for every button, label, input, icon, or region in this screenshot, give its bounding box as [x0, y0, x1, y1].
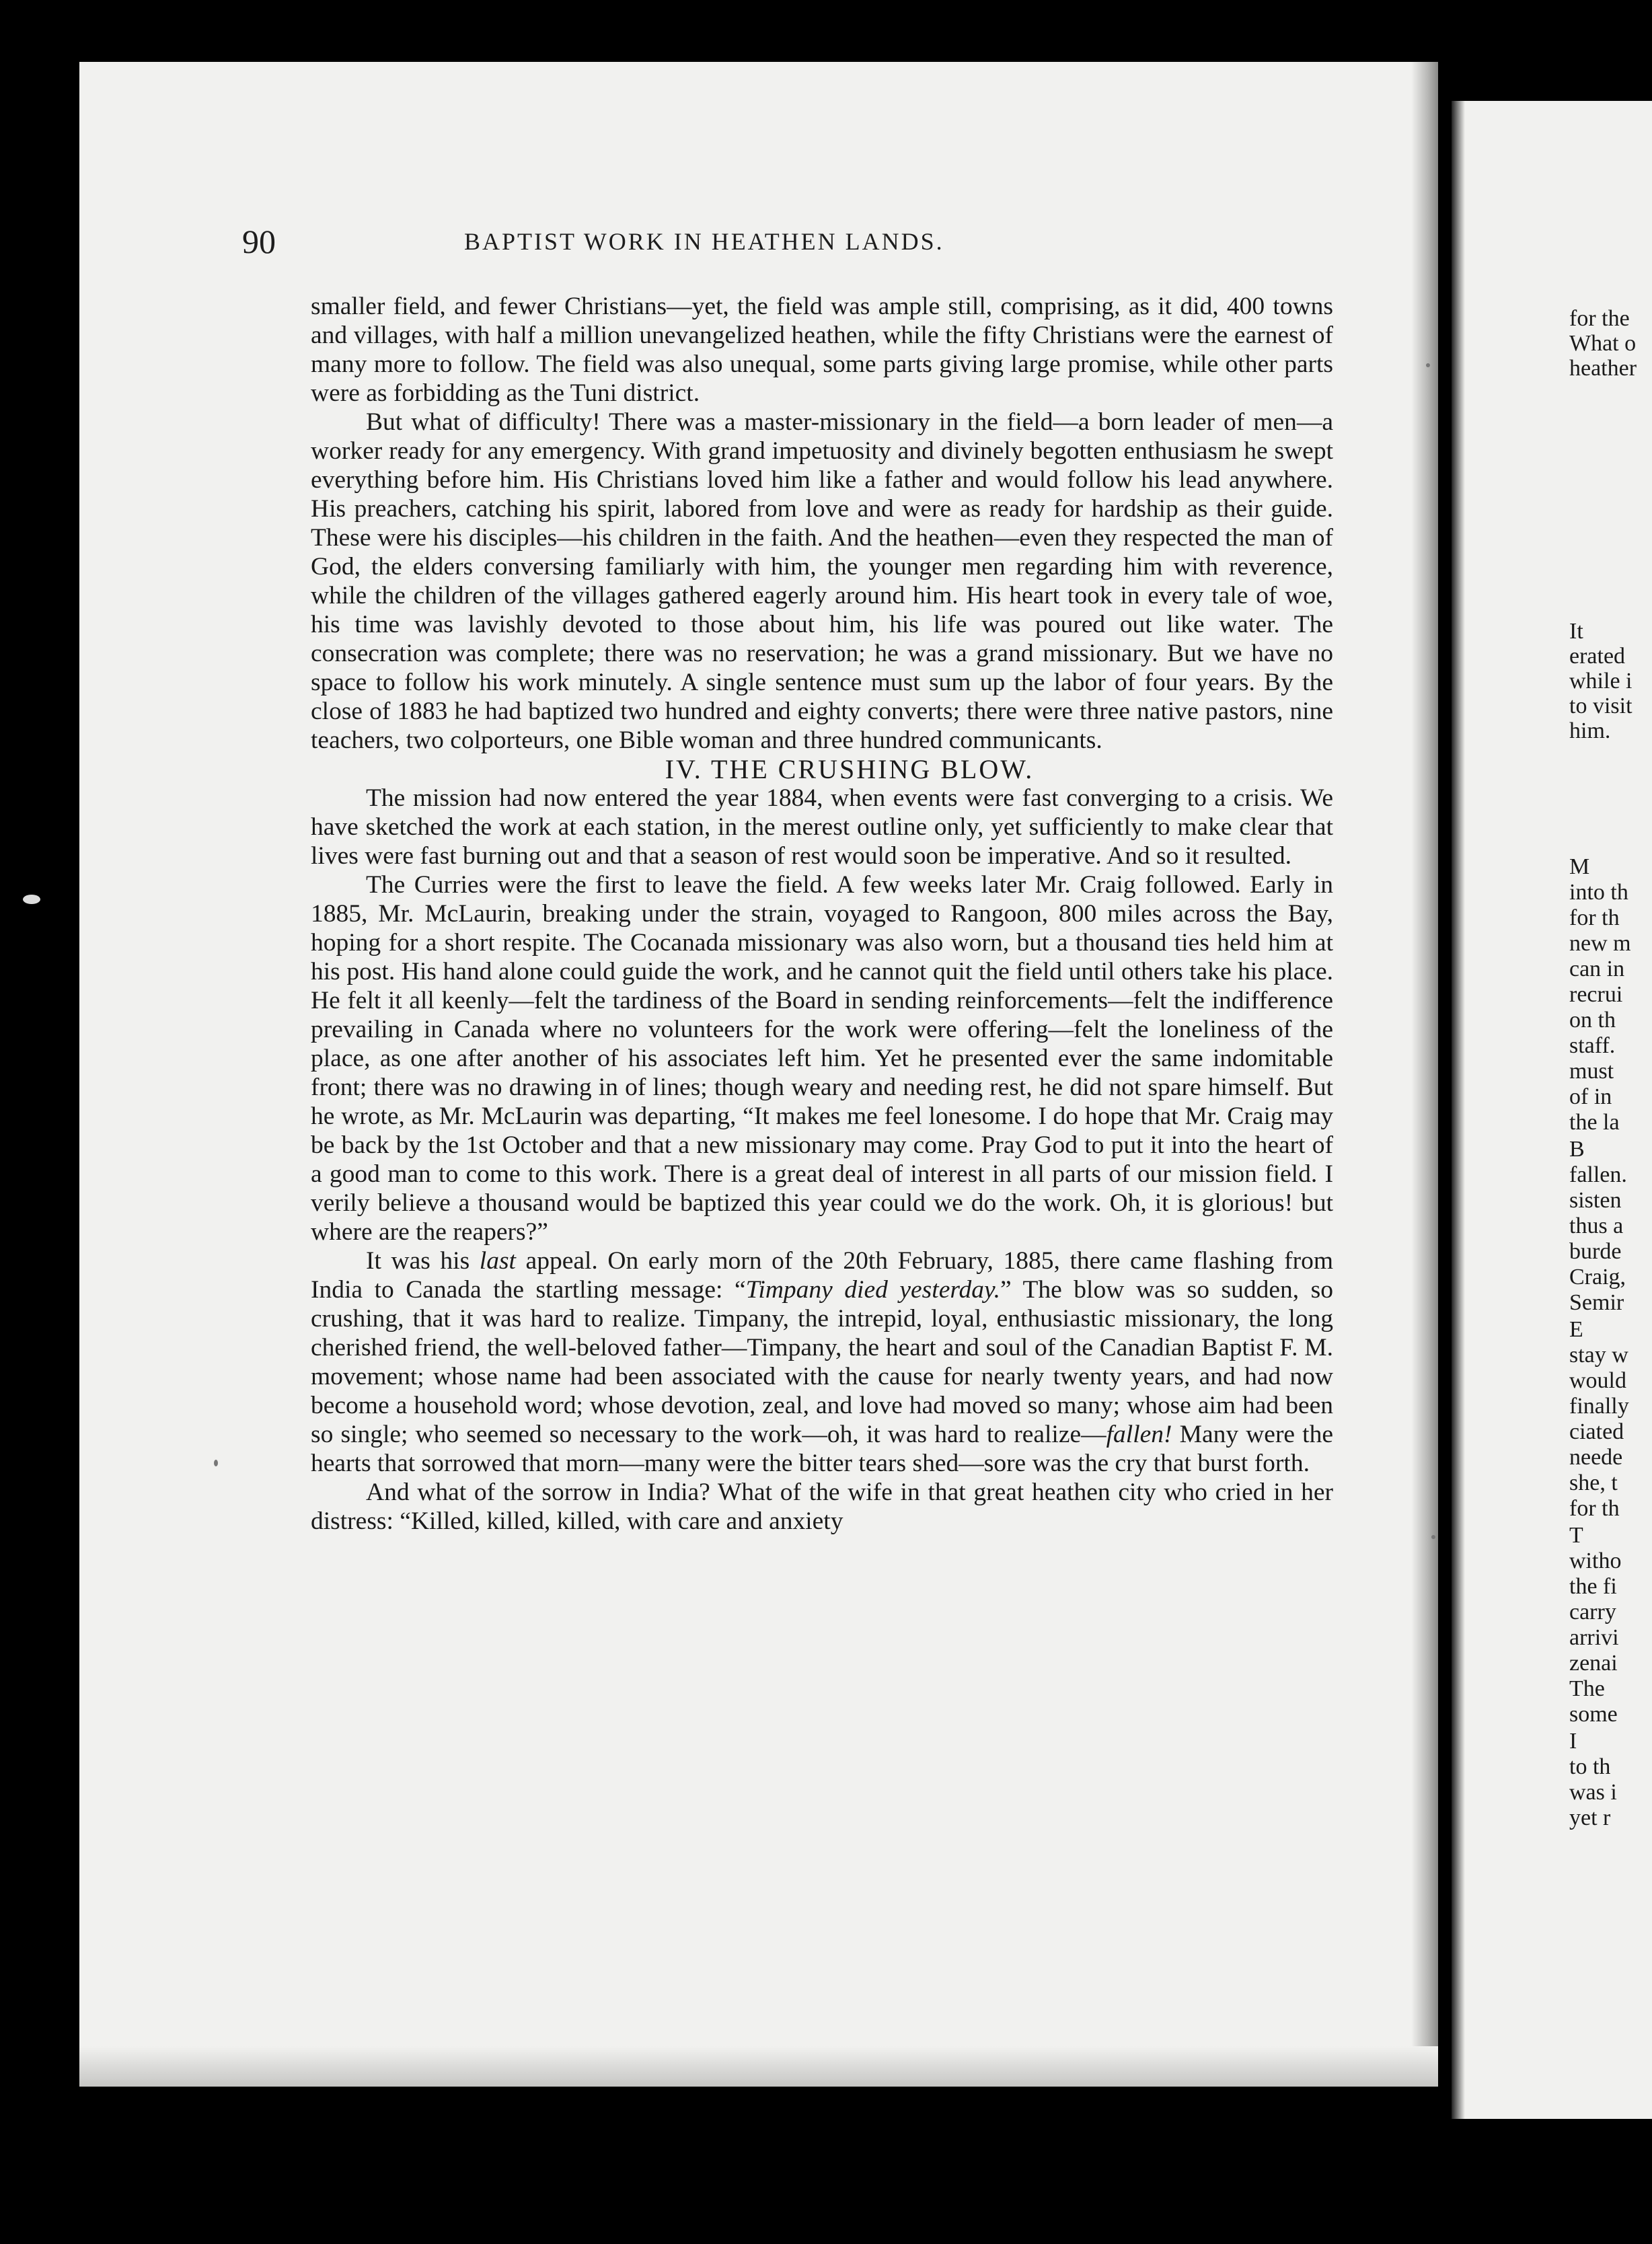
paragraph-3: The mission had now entered the year 1884, when events were fast converging to a crisis. We have sketched the work at each station, in the merest outline only, yet sufficiently to make clear that lives were fast burning out and that a season of rest would soon be imperative. And so it resulted.: [311, 784, 1333, 870]
right-page-line: him.: [1569, 718, 1611, 743]
right-page-line: of in: [1569, 1084, 1612, 1109]
right-page-line: B: [1569, 1137, 1585, 1162]
right-page-line: heather: [1569, 356, 1637, 381]
right-page-line: the fi: [1569, 1574, 1617, 1599]
right-page-line: ciated: [1569, 1419, 1624, 1444]
paragraph-6: And what of the sorrow in India? What of the wife in that great heathen city who cried in her distress: “Killed, killed, killed, with care and anxiety: [311, 1479, 1333, 1535]
paragraph-5-text-d: Many were the hearts that sorrowed that morn—many were the bitter tears shed—sore was the cry that burst forth.: [311, 1421, 1333, 1477]
right-page-line: some: [1569, 1702, 1618, 1727]
paragraph-5-text-b: appeal. On early morn of the 20th February, 1885, there came flashing from India to Canada the startling message: “: [311, 1247, 1333, 1304]
right-page-line: Semir: [1569, 1290, 1624, 1315]
emphasis-last: last: [479, 1247, 516, 1275]
paragraph-4: The Curries were the first to leave the field. A few weeks later Mr. Craig followed. Early in 1885, Mr. McLaurin, breaking under the strain, voyaged to Rangoon, 800 miles across the Bay, hoping for a short respite. The Cocanada missionary was also worn, but a thousand ties held him at his post. His hand alone could guide the work, and he cannot quit the field until others take his place. He felt it all keenly—felt the tardiness of the Board in sending reinforcements—felt the indifference prevailing in Canada where no volunteers for the work were offering—felt the loneliness of the place, as one after another of his associates left him. Yet he presented ever the same indomitable front; there was no drawing in of lines; though weary and needing rest, he did not spare himself. But he wrote, as Mr. McLaurin was departing, “It makes me feel lonesome. I do hope that Mr. Craig may be back by the 1st October and that a new missionary may come. Pray God to put it into the heart of a good man to come to this work. There is a great deal of interest in all parts of our mission field. I verily believe a thousand would be baptized this year could we do the work. Oh, it is glorious! but where are the reapers?”: [311, 871, 1333, 1246]
right-page-line: for the: [1569, 306, 1630, 331]
right-page-line: staff.: [1569, 1033, 1616, 1058]
right-page-line: new m: [1569, 931, 1631, 956]
page-bottom-edge: [79, 2046, 1438, 2087]
right-page-line: into th: [1569, 880, 1628, 905]
right-page-line: she, t: [1569, 1470, 1618, 1495]
paragraph-5-text-a: It was his: [366, 1247, 480, 1275]
right-page-line: erated: [1569, 644, 1626, 669]
right-page-line: yet r: [1569, 1805, 1611, 1830]
right-page-line: T: [1569, 1523, 1583, 1548]
right-page-line: zenai: [1569, 1651, 1618, 1676]
right-page-line: for th: [1569, 1496, 1620, 1521]
right-page-line: fallen.: [1569, 1162, 1627, 1187]
paragraph-2: But what of difficulty! There was a master-missionary in the field—a born leader of men—a worker ready for any emergency. With grand impetuosity and divinely begotten enthusiasm he swept everything before him. His Christians loved him like a father and would follow his lead anywhere. His preachers, catching his spirit, labored from love and were as ready for hardship as their guide. These were his disciples—his children in the faith. And the heathen—even they respected the man of God, the elders conversing familiarly with him, the younger men regarding him with reverence, while the children of the villages gathered eagerly around him. His heart took in every tale of woe, his time was lavishly devoted to those about him, his life was poured out like water. The consecration was complete; there was no reservation; he was a grand missionary. But we have no space to follow his work minutely. A single sentence must sum up the labor of four years. By the close of 1883 he had baptized two hundred and eighty converts; there were three native pastors, nine teachers, two colporteurs, one Bible woman and three hundred communicants.: [311, 408, 1333, 754]
right-page-line: witho: [1569, 1548, 1622, 1573]
scan-speck: [1426, 363, 1430, 367]
scan-speck: [23, 895, 40, 904]
emphasis-message: Timpany died yesterday.: [745, 1276, 1000, 1304]
right-page-line: I: [1569, 1729, 1577, 1754]
paragraph-1: smaller field, and fewer Christians—yet, the field was ample still, comprising, as it did, 400 towns and villages, with half a million unevangelized heathen, while the fifty Christians were the earnest of many more to follow. The field was also unequal, some parts giving large promise, while other parts were as forbidding as the Tuni district.: [311, 293, 1333, 407]
right-page-line: thus a: [1569, 1213, 1624, 1238]
right-page-line: stay w: [1569, 1343, 1628, 1368]
page-body: [311, 292, 1333, 1536]
page-gutter: [1411, 62, 1438, 2087]
right-page-line: E: [1569, 1317, 1583, 1342]
emphasis-fallen: fallen!: [1106, 1421, 1172, 1448]
right-page-line: can in: [1569, 957, 1625, 981]
running-title: BAPTIST WORK IN HEATHEN LANDS.: [464, 228, 944, 255]
right-page-line: was i: [1569, 1780, 1617, 1805]
right-page-line: The: [1569, 1676, 1605, 1701]
right-page-line: would: [1569, 1368, 1626, 1393]
right-page-line: for th: [1569, 905, 1620, 930]
right-page-line: burde: [1569, 1239, 1622, 1264]
page-number: 90: [242, 223, 276, 260]
right-page-line: arrivi: [1569, 1625, 1619, 1650]
paragraph-5-text-c: ” The blow was so sudden, so crushing, that it was hard to realize. Timpany, the intrepid, loyal, enthusiastic missionary, the long cherished friend, the well-beloved father—Timpany, the heart and soul of the Canadian Baptist F. M. movement; whose name had been associated with the cause for nearly twenty years, and had now become a household word; whose devotion, zeal, and love had moved so many; whose aim had been so single; who seemed so necessary to the work—oh, it was hard to realize—: [311, 1276, 1334, 1448]
scan-speck: [214, 1460, 218, 1466]
right-page-line: carry: [1569, 1600, 1616, 1624]
right-page-line: to visit: [1569, 694, 1632, 718]
scan-speck: [1431, 1535, 1435, 1539]
right-page-line: Craig,: [1569, 1265, 1626, 1289]
right-page-line: It: [1569, 619, 1583, 644]
right-page-shadow: [1452, 101, 1465, 2119]
right-page-line: while i: [1569, 669, 1632, 694]
section-title: IV. THE CRUSHING BLOW.: [665, 754, 1035, 784]
right-page-line: the la: [1569, 1110, 1620, 1135]
right-page-line: recrui: [1569, 982, 1623, 1007]
right-page-line: sisten: [1569, 1188, 1622, 1213]
right-page-line: neede: [1569, 1445, 1623, 1470]
paragraph-5: [311, 1246, 1333, 1478]
right-page-line: finally: [1569, 1394, 1629, 1419]
right-page-line: to th: [1569, 1754, 1611, 1779]
right-page-line: M: [1569, 854, 1590, 879]
right-page-line: must: [1569, 1059, 1614, 1084]
right-page: [1452, 101, 1652, 2119]
right-page-line: What o: [1569, 331, 1637, 356]
right-page-line: on th: [1569, 1008, 1616, 1033]
